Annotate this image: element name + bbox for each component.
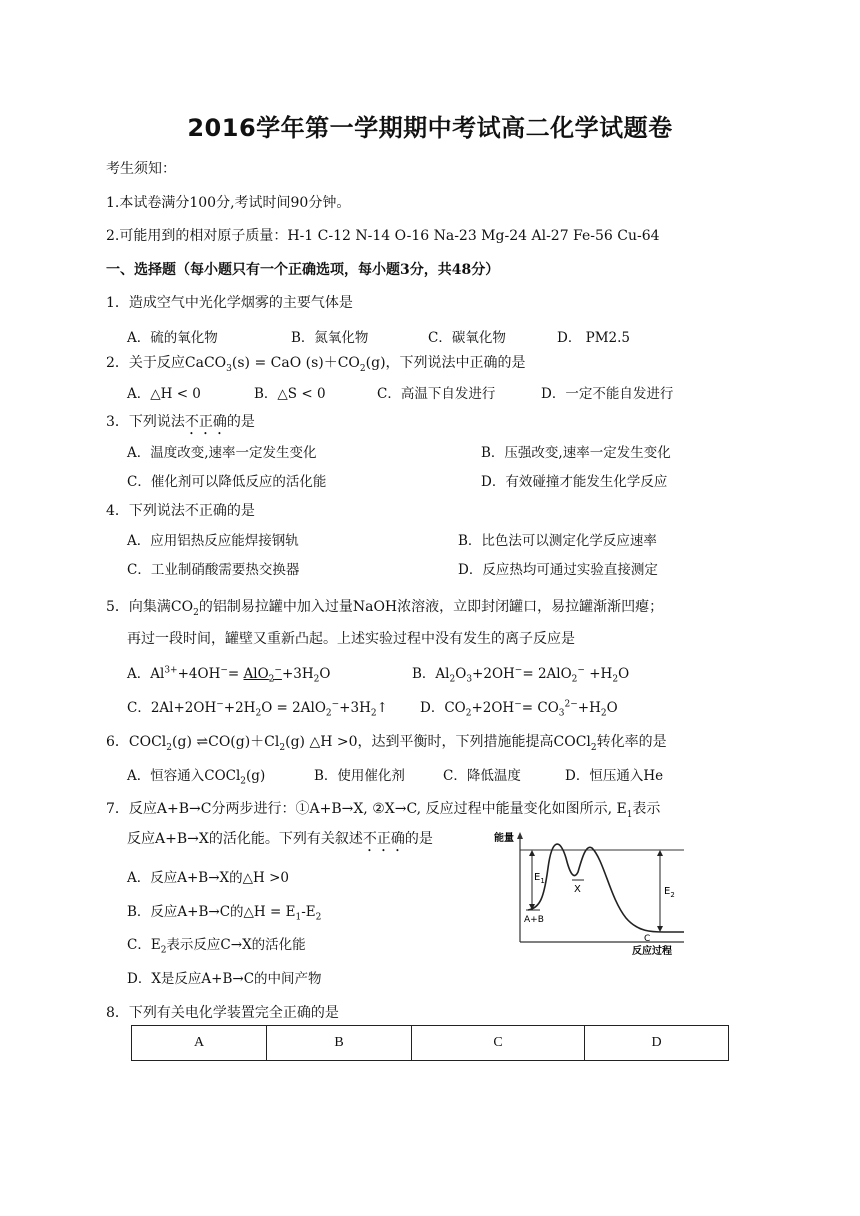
question-3-stem: 3．下列说法不正确的是 [106, 414, 255, 430]
q7-option-d: D．X是反应A+B→C的中间产物 [127, 971, 322, 987]
q4-option-b: B．比色法可以测定化学反应速率 [458, 533, 657, 549]
section-heading: 一、选择题（每小题只有一个正确选项，每小题3分，共48分） [106, 262, 500, 278]
notice-item-1: 1.本试卷满分100分,考试时间90分钟。 [106, 195, 351, 211]
q4-option-d: D．反应热均可通过实验直接测定 [458, 562, 658, 578]
question-5-line-2: 再过一段时间，罐壁又重新凸起。上述实验过程中没有发生的离子反应是 [127, 631, 575, 647]
q5-option-c: C．$2Al+2OH^-+2H_2O$ = $2AlO_2^-+3H_2↑$ [127, 699, 388, 719]
q4-option-a: A．应用铝热反应能焊接钢轨 [127, 533, 299, 549]
page-title: 2016学年第一学期期中考试高二化学试题卷 [187, 114, 673, 142]
question-7-line-2: 反应A+B→X的活化能。下列有关叙述不正确的是 [127, 831, 433, 847]
q1-option-b: B．氮氧化物 [291, 330, 369, 346]
table-header-d: D [585, 1026, 729, 1061]
q6-option-d: D．恒压通入He [565, 768, 664, 784]
table-header-a: A [132, 1026, 267, 1061]
diagram-ylabel: 能量 [494, 833, 514, 844]
diagram-e1-label: $E_1$ [534, 872, 545, 885]
equilibrium-arrow: ⇌ [196, 734, 209, 750]
diagram-y-arrowhead [517, 832, 523, 839]
q5-option-a: A．$Al^{3+}+4OH^-= AlO_2^-+3H_2O$ [127, 665, 331, 685]
question-7-line-1: 7．反应A+B→C分两步进行：①A+B→X, ②X→C, 反应过程中能量变化如图所示, $E_1$表示 [106, 801, 661, 820]
diagram-e2-label: $E_2$ [664, 886, 675, 899]
question-5-line-1: 5．向集满$CO_2$的铝制易拉罐中加入过量NaOH浓溶液，立即封闭罐口，易拉罐渐渐凹瘪； [106, 599, 664, 618]
q4-option-c: C．工业制硝酸需要热交换器 [127, 562, 300, 578]
q1-option-d: D． PM2.5 [557, 330, 630, 346]
diagram-c-label: C [644, 934, 651, 944]
question-4-stem: 4．下列说法不正确的是 [106, 503, 255, 519]
question-6-stem: 6．COCl$_2$(g) $\rightleftharpoons CO(g)+Cl_2(g)$ △H >0，达到平衡时，下列措施能提高COCl$_2$转化率的是 [106, 734, 667, 753]
question-1-stem: 1．造成空气中光化学烟雾的主要气体是 [106, 295, 353, 311]
q3-option-a: A．温度改变,速率一定发生变化 [127, 445, 317, 461]
table-header-c: C [412, 1026, 585, 1061]
q6-option-b: B．使用催化剂 [314, 768, 405, 784]
notice-heading: 考生须知： [106, 161, 176, 177]
q1-option-c: C．碳氧化物 [428, 330, 506, 346]
diagram-xlabel: 反应过程 [632, 946, 672, 957]
q7-option-c: C．$E_2$表示反应C→X的活化能 [127, 937, 306, 956]
table-header-b: B [267, 1026, 412, 1061]
q2-option-c: C．高温下自发进行 [377, 386, 496, 402]
q1-option-a: A．硫的氧化物 [127, 330, 218, 346]
q5-option-d: D．$CO_2+2OH^-= CO_3^{2-}+H_2O$ [420, 699, 618, 719]
diagram-x-label: X [574, 884, 581, 895]
q7-option-b: B．反应A+B→C的△H = $E_1-E_2$ [127, 904, 322, 923]
q2-option-b: B．△S < 0 [254, 386, 326, 402]
energy-curve [528, 844, 684, 932]
q8-options-table [131, 1025, 729, 1061]
energy-profile-diagram [492, 828, 688, 958]
q3-option-b: B．压强改变,速率一定发生变化 [481, 445, 671, 461]
question-2-stem: 2．关于反应CaCO$_3$(s) = CaO $(s)+CO_2(g)$，下列说法中正确的是 [106, 355, 526, 374]
q7-option-a: A．反应A+B→X的△H >0 [127, 870, 289, 886]
notice-item-2: 2.可能用到的相对原子质量：H-1 C-12 N-14 O-16 Na-23 Mg-24 Al-27 Fe-56 Cu-64 [106, 228, 660, 244]
q2-option-d: D．一定不能自发进行 [541, 386, 674, 402]
e1-arrowhead-top [529, 850, 535, 856]
q3-option-d: D．有效碰撞才能发生化学反应 [481, 474, 668, 490]
q2-option-a: A．△H < 0 [127, 386, 201, 402]
q5-option-b: B．$Al_2O_3+2OH^-= 2AlO_2^- +H_2O$ [412, 665, 630, 685]
table-row [132, 1026, 729, 1061]
question-8-stem: 8．下列有关电化学装置完全正确的是 [106, 1005, 339, 1021]
q3-option-c: C．催化剂可以降低反应的活化能 [127, 474, 327, 490]
q6-option-c: C．降低温度 [443, 768, 521, 784]
diagram-ab-label: A+B [524, 915, 544, 925]
q6-option-a: A．恒容通入COCl$_2$(g) [127, 768, 266, 787]
e2-arrowhead-top [657, 850, 663, 856]
